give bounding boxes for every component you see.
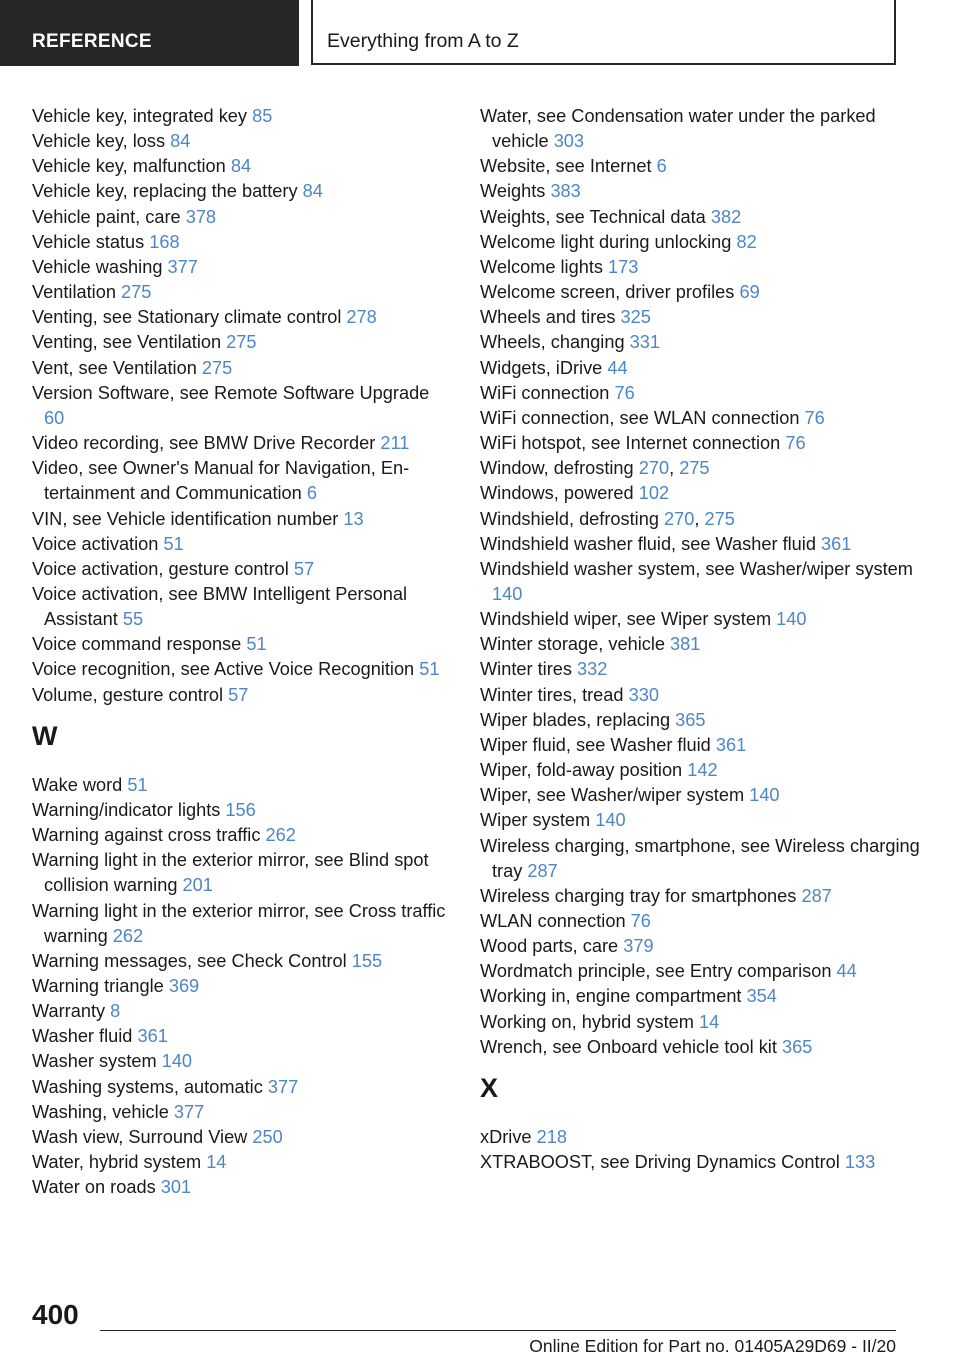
index-entry <box>480 758 920 783</box>
index-entry-term: WiFi hotspot, see Internet connection <box>480 433 781 454</box>
index-entry <box>32 773 452 798</box>
index-entry-term: Volume, gesture control <box>32 684 224 705</box>
page-link[interactable]: 303 <box>553 131 585 152</box>
index-entry-term: Wake word <box>32 774 123 795</box>
index-entry-term: Winter tires <box>480 659 572 680</box>
index-entry-term: Vehicle key, integrated key <box>32 106 248 126</box>
page-link[interactable]: 365 <box>781 1036 813 1057</box>
page-link[interactable]: 76 <box>630 911 651 931</box>
index-entry-term: Warning light in the exterior mirror, see Cross traffic warning <box>32 900 446 946</box>
page-link[interactable]: 140 <box>749 785 780 806</box>
index-entry-term: Voice activation, gesture control <box>32 558 289 579</box>
index-entry <box>32 456 452 506</box>
index-entry <box>480 808 920 833</box>
index-entry <box>480 280 920 305</box>
page-link[interactable]: 60 <box>44 407 65 428</box>
index-entry-term: Winter storage, vehicle <box>480 634 665 655</box>
index-entry <box>480 733 920 758</box>
index-entry <box>32 230 452 255</box>
index-entry-term: Water, hybrid system <box>32 1152 202 1173</box>
index-entry <box>480 230 920 255</box>
page-link[interactable]: 44 <box>607 357 628 378</box>
index-entry <box>32 823 452 848</box>
index-entry-term: Water on roads <box>32 1177 156 1198</box>
index-entry-term: Windshield washer system, see Washer/wiper system <box>480 558 913 579</box>
index-entry <box>480 1125 920 1150</box>
page-link[interactable]: 331 <box>629 332 660 353</box>
index-entry-term: Wrench, see Onboard vehicle tool kit <box>480 1036 777 1057</box>
page-link[interactable]: 378 <box>185 206 217 227</box>
page-link[interactable]: 8 <box>110 1001 121 1022</box>
index-entry-term: Working on, hybrid system <box>480 1011 694 1032</box>
page-link[interactable]: 55 <box>122 609 144 630</box>
index-entry-term: Venting, see Ventilation <box>32 332 222 353</box>
page-link[interactable]: 275 <box>704 508 735 529</box>
page-link[interactable]: 102 <box>638 483 670 504</box>
index-entry-term: Windshield washer fluid, see Washer fluid <box>480 533 816 554</box>
page-link[interactable]: 142 <box>687 760 718 781</box>
page-link[interactable]: 250 <box>252 1126 283 1147</box>
index-entry-term: Vehicle washing <box>32 256 163 277</box>
index-entry-term: Version Software, see Remote Software Upgrade <box>32 382 430 403</box>
page-link[interactable]: 369 <box>168 976 200 996</box>
index-entry <box>480 632 920 657</box>
index-letter-heading: W <box>32 720 58 751</box>
index-entry-term: Warning messages, see Check Control <box>32 950 347 971</box>
page-link[interactable]: 14 <box>699 1011 720 1032</box>
index-entry <box>480 607 920 632</box>
index-entry <box>480 683 920 708</box>
page-link[interactable]: 262 <box>112 925 144 946</box>
index-entry-term: Wiper system <box>480 810 591 831</box>
index-entry <box>32 280 452 305</box>
index-entry-term: Vehicle key, loss <box>32 131 166 152</box>
index-entry-term: Wireless charging tray for smartphones <box>480 885 797 906</box>
page-link[interactable]: 381 <box>670 634 701 655</box>
page-link[interactable]: 377 <box>267 1076 299 1097</box>
index-entry <box>480 255 920 280</box>
index-entry <box>480 909 920 934</box>
page-link[interactable]: 69 <box>739 282 760 303</box>
index-entry <box>480 657 920 682</box>
page-link[interactable]: 140 <box>776 609 807 630</box>
index-entry <box>480 557 920 607</box>
page-link[interactable]: 278 <box>346 307 377 328</box>
index-entry <box>32 305 452 330</box>
index-entry <box>32 899 452 949</box>
page-link[interactable]: 84 <box>230 156 252 177</box>
index-entry-term: Wiper blades, replacing <box>480 709 671 730</box>
index-entry <box>480 532 920 557</box>
page-link[interactable]: 51 <box>163 533 184 554</box>
section-tab: REFERENCE <box>0 0 299 66</box>
index-entry <box>32 532 452 557</box>
index-entry <box>480 205 920 230</box>
index-entry <box>32 431 452 456</box>
page-link[interactable]: 287 <box>801 885 832 906</box>
page-link[interactable]: 211 <box>380 433 410 454</box>
page-link[interactable]: 325 <box>620 307 651 328</box>
index-entry-term: Vehicle key, malfunction <box>32 156 226 177</box>
index-entry <box>480 984 920 1009</box>
index-entry-term: Warning triangle <box>32 976 164 996</box>
index-entry <box>480 884 920 909</box>
index-entry <box>480 154 920 179</box>
index-entry-term: Warning light in the exterior mirror, see Blind spot collision warning <box>32 850 429 896</box>
index-entry-term: Voice activation, see BMW Intelligent Personal Assistant <box>32 583 408 630</box>
page-link[interactable]: 270 <box>664 508 695 529</box>
page-link[interactable]: 76 <box>614 382 635 403</box>
index-entry <box>32 1049 452 1074</box>
page-link[interactable]: 57 <box>293 558 315 579</box>
page-link[interactable]: 218 <box>536 1126 567 1147</box>
page-link[interactable]: 173 <box>608 256 639 277</box>
index-entry <box>32 205 452 230</box>
index-entry <box>480 356 920 381</box>
page-link[interactable]: 85 <box>252 106 273 126</box>
page-link[interactable]: 140 <box>595 810 626 831</box>
index-entry-term: Weights <box>480 181 546 202</box>
index-entry <box>32 632 452 657</box>
index-entry <box>480 1035 920 1060</box>
page-link[interactable]: 84 <box>302 181 323 202</box>
index-entry-term: Welcome light during unlocking <box>480 231 732 252</box>
index-entry <box>480 381 920 406</box>
index-entry-term: Venting, see Stationary climate control <box>32 307 342 328</box>
page-link[interactable]: 382 <box>710 206 742 227</box>
page-link[interactable]: 51 <box>127 774 148 795</box>
page-link[interactable]: 361 <box>821 533 852 554</box>
index-entry-term: Windows, powered <box>480 483 634 504</box>
page-link[interactable]: 13 <box>343 508 364 529</box>
index-entry-term: WLAN connection <box>480 911 626 931</box>
page-link[interactable]: 51 <box>419 659 440 680</box>
index-entry <box>32 104 452 129</box>
index-entry-term: Water, see Condensation water under the parked vehicle <box>480 106 876 152</box>
index-entry-term: Widgets, iDrive <box>480 357 603 378</box>
page-link[interactable]: 140 <box>161 1051 193 1072</box>
index-entry-term: Window, defrosting <box>480 458 634 479</box>
page-link[interactable]: 361 <box>715 734 747 755</box>
index-entry <box>32 949 452 974</box>
index-entry <box>32 974 452 999</box>
index-entry <box>480 431 920 456</box>
page-link[interactable]: 57 <box>228 684 249 705</box>
index-entry-term: Warning against cross traffic <box>32 825 261 846</box>
index-entry-term: VIN, see Vehicle identification number <box>32 508 339 529</box>
index-entry-term: WiFi connection, see WLAN connection <box>480 407 800 428</box>
index-entry <box>32 356 452 381</box>
page-link[interactable]: 76 <box>804 407 825 428</box>
index-entry-term: Wiper, fold-away position <box>480 760 683 781</box>
index-entry-term: Voice command response <box>32 634 242 655</box>
index-entry-term: XTRABOOST, see Driving Dynamics Control <box>480 1152 840 1173</box>
index-entry <box>32 582 452 632</box>
index-entry <box>480 104 920 154</box>
index-letter-heading: X <box>480 1072 499 1103</box>
index-entry-term: Wheels and tires <box>480 307 616 328</box>
index-entry <box>32 848 452 898</box>
index-entry <box>32 381 452 431</box>
index-entry <box>480 1010 920 1035</box>
index-entry <box>480 406 920 431</box>
page-link[interactable]: 262 <box>265 825 296 846</box>
page-link[interactable]: 270 <box>638 458 670 479</box>
index-entry <box>32 1100 452 1125</box>
page-link[interactable]: 383 <box>550 181 581 202</box>
page-link[interactable]: 140 <box>492 583 523 604</box>
index-entry-term: Working in, engine compartment <box>480 986 742 1007</box>
index-entry-term: Washing systems, automatic <box>32 1076 263 1097</box>
index-entry <box>32 657 452 682</box>
index-entry <box>480 1150 920 1175</box>
index-entry-term: Wash view, Surround View <box>32 1126 248 1147</box>
index-entry <box>32 1150 452 1175</box>
page-link[interactable]: 155 <box>351 950 383 971</box>
index-entry-term: Windshield wiper, see Wiper system <box>480 609 772 630</box>
index-entry <box>480 959 920 984</box>
index-entry-term: Washer fluid <box>32 1026 133 1047</box>
page-link[interactable]: 275 <box>226 332 257 353</box>
index-entry <box>480 708 920 733</box>
page-link[interactable]: 84 <box>170 131 191 152</box>
index-entry <box>32 255 452 280</box>
index-entry <box>32 179 452 204</box>
index-column-right <box>480 104 920 1175</box>
index-entry-term: Windshield, defrosting <box>480 508 659 529</box>
index-entry-term: xDrive <box>480 1126 532 1147</box>
index-entry-term: Wheels, changing <box>480 332 625 353</box>
page-link[interactable]: 330 <box>628 684 659 705</box>
page-link[interactable]: 287 <box>527 860 558 881</box>
footer-divider <box>100 1330 896 1331</box>
index-entry-term: Washer system <box>32 1051 157 1072</box>
index-entry <box>480 481 920 506</box>
index-entry <box>480 305 920 330</box>
index-entry-term: Washing, vehicle <box>32 1101 169 1122</box>
index-entry-term: Wiper, see Washer/wiper system <box>480 785 745 806</box>
index-entry <box>480 783 920 808</box>
index-entry-term: Warranty <box>32 1001 106 1022</box>
page-link[interactable]: 379 <box>623 936 654 957</box>
page-link[interactable]: 332 <box>577 659 608 680</box>
page-link[interactable]: 14 <box>206 1152 227 1173</box>
page-link[interactable]: 133 <box>844 1152 876 1173</box>
index-entry-term: Weights, see Technical data <box>480 206 706 227</box>
page-link[interactable]: 301 <box>160 1177 192 1198</box>
index-entry <box>32 683 452 708</box>
index-entry-term: Winter tires, tread <box>480 684 624 705</box>
index-entry <box>32 999 452 1024</box>
index-entry-term: Voice recognition, see Active Voice Recognition <box>32 659 415 680</box>
index-entry-term: Vehicle key, replacing the battery <box>32 181 298 202</box>
index-entry-term: Video, see Owner's Manual for Navigation, Entertainment and Communication <box>32 458 410 504</box>
index-entry <box>32 557 452 582</box>
index-entry <box>480 934 920 959</box>
page-link[interactable]: 275 <box>201 357 233 378</box>
index-entry <box>32 1175 452 1200</box>
index-entry <box>480 179 920 204</box>
index-entry <box>32 154 452 179</box>
index-entry-term: Vent, see Ventilation <box>32 357 197 378</box>
page-link[interactable]: 275 <box>121 282 152 303</box>
index-entry <box>32 507 452 532</box>
index-entry-term: Welcome lights <box>480 256 603 277</box>
edition-note: Online Edition for Part no. 01405A29D69 - II/20 <box>529 1336 896 1356</box>
page-link[interactable]: 6 <box>306 483 317 504</box>
index-entry-term: Wiper fluid, see Washer fluid <box>480 734 711 755</box>
page-link[interactable]: 377 <box>173 1101 205 1122</box>
index-entry: Window, defrosting 270, 275 <box>480 458 710 479</box>
index-entry-term: Wordmatch principle, see Entry comparison <box>480 961 832 982</box>
index-column-left <box>32 104 452 1200</box>
page-link[interactable]: 168 <box>149 231 180 252</box>
index-entry <box>32 1024 452 1049</box>
index-entry <box>480 330 920 355</box>
index-entry-term: Voice activation <box>32 533 159 554</box>
page-link[interactable]: 6 <box>656 156 667 177</box>
page-number: 400 <box>32 1299 79 1330</box>
page-link[interactable]: 51 <box>246 634 267 655</box>
index-entry-term: Welcome screen, driver profiles <box>480 282 735 303</box>
index-entry <box>32 798 452 823</box>
chapter-title: Everything from A to Z <box>311 0 896 65</box>
index-entry-term: Warning/indicator lights <box>32 799 221 820</box>
page-link[interactable]: 377 <box>167 256 198 277</box>
page-link[interactable]: 361 <box>137 1026 168 1047</box>
index-entry-term: Vehicle status <box>32 231 145 252</box>
page-link[interactable]: 44 <box>836 961 857 982</box>
page-link[interactable]: 156 <box>225 799 256 820</box>
index-entry-term: WiFi connection <box>480 382 610 403</box>
index-entry-term: Wireless charging, smartphone, see Wireless charging tray <box>480 835 920 881</box>
index-entry-term: Ventilation <box>32 282 116 303</box>
page-link[interactable]: 82 <box>736 231 757 252</box>
index-entry-term: Video recording, see BMW Drive Recorder <box>32 433 376 454</box>
index-entry <box>32 1125 452 1150</box>
page-link[interactable]: 275 <box>679 458 710 479</box>
index-entry-term: Website, see Internet <box>480 156 652 177</box>
index-entry: Windshield, defrosting 270, 275 <box>480 508 735 529</box>
index-entry <box>32 1075 452 1100</box>
page-link[interactable]: 365 <box>675 709 706 730</box>
index-entry <box>32 330 452 355</box>
index-entry-term: Wood parts, care <box>480 936 619 957</box>
page-link[interactable]: 76 <box>785 433 806 454</box>
page-link[interactable]: 354 <box>746 986 777 1007</box>
page-link[interactable]: 201 <box>182 875 213 896</box>
index-entry-term: Vehicle paint, care <box>32 206 181 227</box>
index-entry <box>32 129 452 154</box>
page-header <box>0 0 960 66</box>
index-entry <box>480 834 920 884</box>
